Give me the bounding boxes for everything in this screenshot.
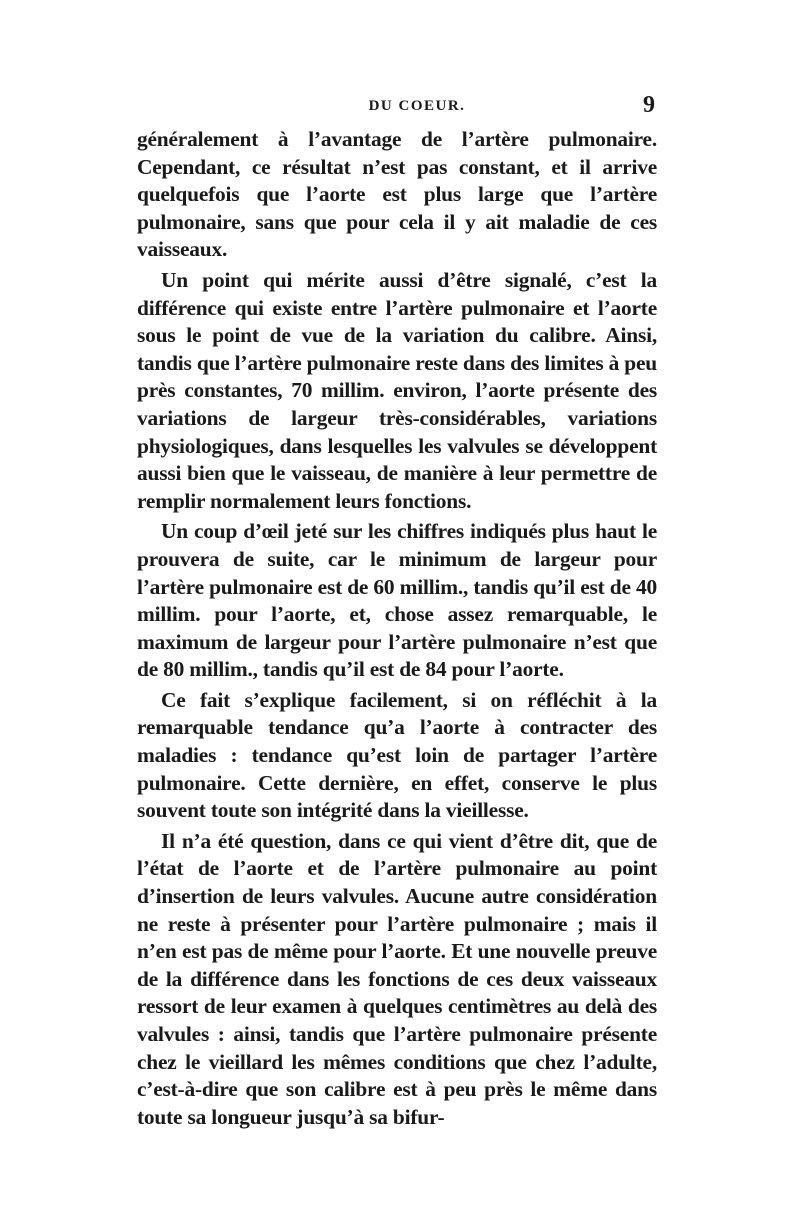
running-title: DU COEUR. bbox=[368, 98, 466, 114]
paragraph-5: Il n’a été question, dans ce qui vient d’être dit, que de l’état de l’aorte et de l’artère pulmonaire au point d’insertion de leurs valvules. Aucune autre considération ne reste à présenter pour l’artère pulmonaire ; mais il n’en est pas de même pour l’aorte. Et une nouvelle preuve de la différence dans les fonctions de ces deux vaisseaux ressort de leur examen à quelques centimètres au delà des valvules : ainsi, tandis que l’artère pulmonaire présente chez le vieillard les mêmes conditions que chez l’adulte, c’est-à-dire que son calibre est à peu près le même dans toute sa longueur jusqu’à sa bifur- bbox=[137, 828, 657, 1129]
page-number: 9 bbox=[643, 92, 655, 118]
paragraph-4: Ce fait s’explique facilement, si on réfléchit à la remarquable tendance qu’a l’aorte à contracter des maladies : tendance qu’est loin de partager l’artère pulmonaire. Cette dernière, en effet, conserve le plus souvent toute son intégrité dans la vieillesse. bbox=[137, 687, 657, 823]
paragraph-1: généralement à l’avantage de l’artère pulmonaire. Cependant, ce résultat n’est pas constant, et il arrive quelquefois que l’aorte est plus large que l’artère pulmonaire, sans que pour cela il y ait maladie de ces vaisseaux. bbox=[137, 127, 657, 262]
running-head bbox=[137, 92, 657, 126]
paragraph-3: Un coup d’œil jeté sur les chiffres indiqués plus haut le prouvera de suite, car le minimum de largeur pour l’artère pulmonaire est de 60 millim., tandis qu’il est de 40 millim. pour l’aorte, et, chose assez remarquable, le maximum de largeur pour l’artère pulmonaire n’est que de 80 millim., tandis qu’il est de 84 pour l’aorte. bbox=[137, 519, 657, 682]
paragraph-2: Un point qui mérite aussi d’être signalé, c’est la différence qui existe entre l’artère pulmonaire et l’aorte sous le point de vue de la variation du calibre. Ainsi, tandis que l’artère pulmonaire reste dans des limites à peu près constantes, 70 millim. environ, l’aorte présente des variations de largeur très-considérables, variations physiologiques, dans lesquelles les valvules se développent aussi bien que le vaisseau, de manière à leur permettre de remplir normalement leurs fonctions. bbox=[137, 267, 657, 513]
book-page bbox=[137, 92, 657, 1134]
body-text bbox=[137, 126, 657, 1131]
